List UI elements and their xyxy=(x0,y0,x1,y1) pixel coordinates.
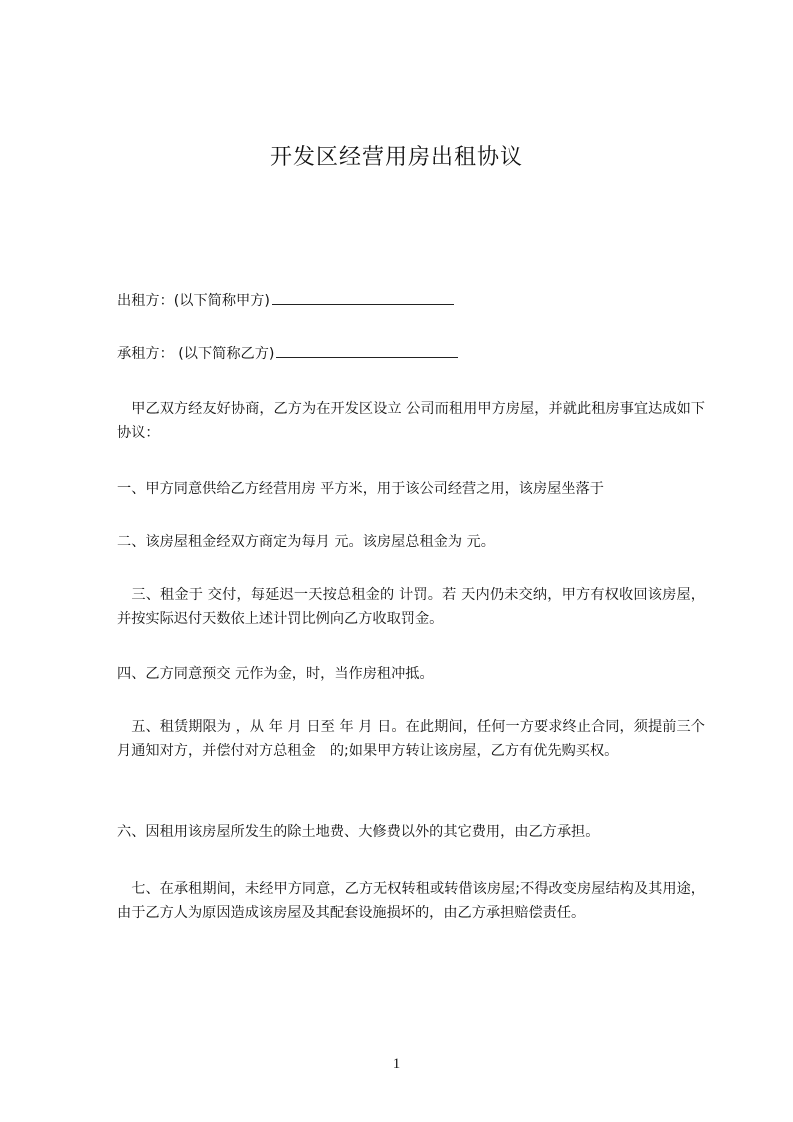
document-title: 开发区经营用房出租协议 xyxy=(269,145,523,170)
paragraph-clause-1: 一、甲方同意供给乙方经营用房 平方米，用于该公司经营之用，该房屋坐落于 xyxy=(117,481,604,497)
lessor-blank xyxy=(272,288,454,305)
paragraph-intro: 甲乙双方经友好协商，乙方为在开发区设立 公司而租用甲方房屋，并就此租房事宜达成如下协议： xyxy=(117,401,705,441)
paragraph-clause-2: 二、该房屋租金经双方商定为每月 元。该房屋总租金为 元。 xyxy=(117,534,495,550)
lessee-blank xyxy=(276,341,458,358)
lessee-line xyxy=(117,341,705,366)
paragraph-clause-3: 三、租金于 交付，每延迟一天按总租金的 计罚。若 天内仍未交纳，甲方有权收回该房屋，并按实际迟付天数依上述计罚比例向乙方收取罚金。 xyxy=(117,587,705,627)
paragraph-clause-6: 六、因租用该房屋所发生的除土地费、大修费以外的其它费用，由乙方承担。 xyxy=(117,824,600,840)
page-number: 1 xyxy=(392,1056,401,1072)
paragraph-clause-7: 七、在承租期间，未经甲方同意，乙方无权转租或转借该房屋;不得改变房屋结构及其用途，由于乙方人为原因造成该房屋及其配套设施损坏的，由乙方承担赔偿责任。 xyxy=(117,881,705,921)
lessor-label: 出租方：(以下简称甲方) xyxy=(117,293,270,309)
lessor-line xyxy=(117,288,705,313)
paragraph-clause-4: 四、乙方同意预交 元作为金，时，当作房租冲抵。 xyxy=(117,666,434,682)
paragraph-clause-5: 五、租赁期限为 ，从 年 月 日至 年 月 日。在此期间，任何一方要求终止合同，须提前三个月通知对方，并偿付对方总租金 的;如果甲方转让该房屋，乙方有优先购买权。 xyxy=(117,719,705,759)
lessee-label: 承租方： (以下简称乙方) xyxy=(117,346,275,362)
